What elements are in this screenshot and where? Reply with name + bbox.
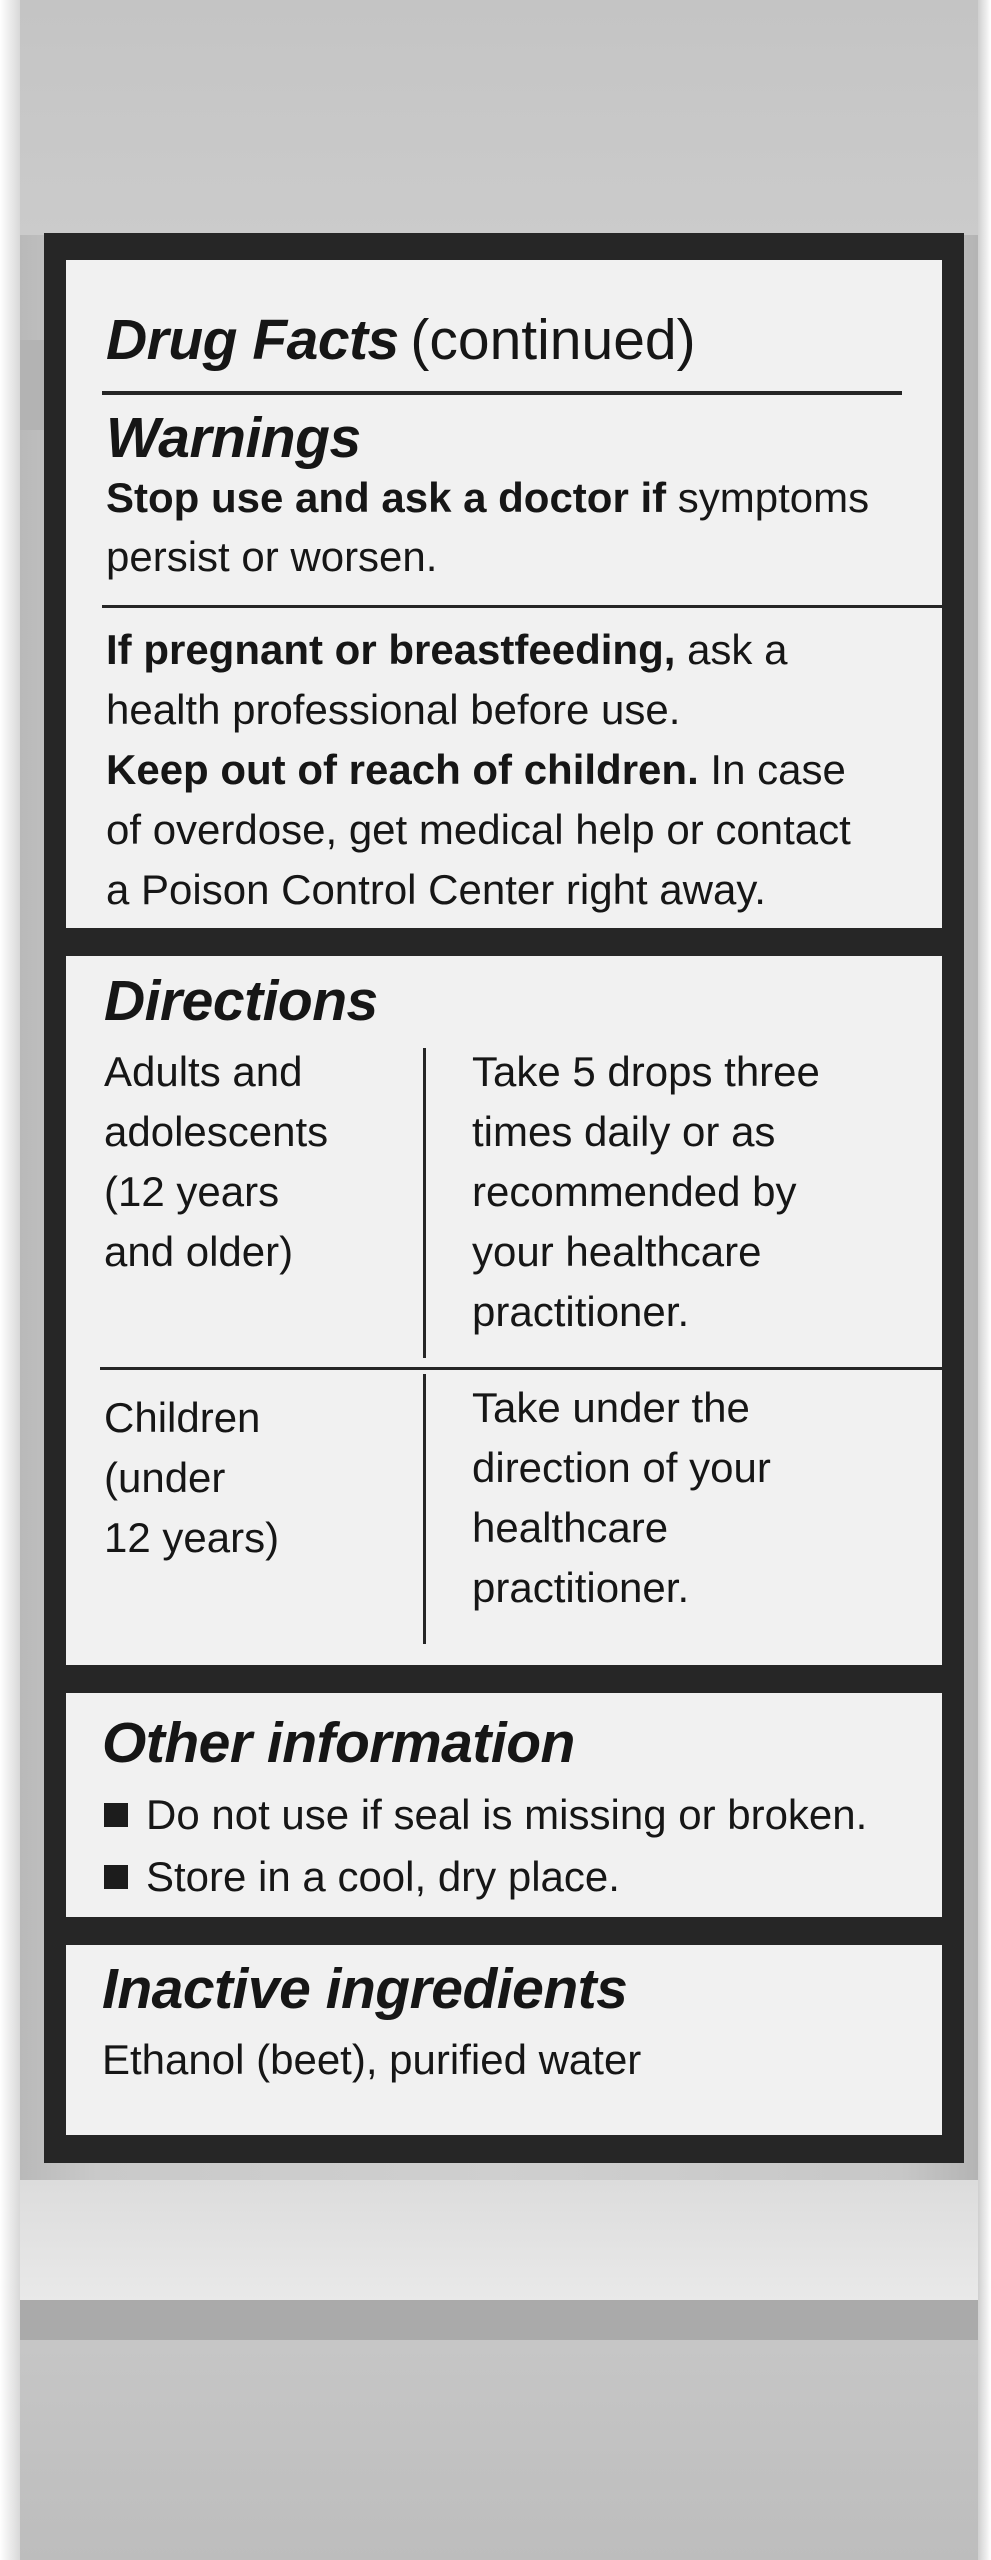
other-info-item-1: Do not use if seal is missing or broken. bbox=[146, 1791, 868, 1838]
adults-label-line4: and older) bbox=[104, 1228, 294, 1275]
keep-out-rest: In case bbox=[698, 746, 846, 793]
pregnant-bold: If pregnant or breastfeeding, bbox=[106, 626, 676, 673]
carton-bottom-band bbox=[20, 2300, 978, 2340]
children-instructions-line1: Take under the bbox=[472, 1384, 750, 1431]
directions-heading: Directions bbox=[104, 969, 378, 1033]
pregnant-rest: ask a bbox=[675, 626, 788, 673]
adults-label-line2: adolescents bbox=[104, 1108, 329, 1155]
pregnant-line1 bbox=[106, 620, 787, 680]
stop-use-rest: symptoms bbox=[666, 474, 870, 521]
directions-section bbox=[66, 956, 942, 1665]
stop-use-line2: persist or worsen. bbox=[106, 533, 438, 580]
stop-use-line1 bbox=[106, 468, 869, 528]
adults-instructions-line2: times daily or as bbox=[472, 1108, 776, 1155]
adults-instructions-line3: recommended by bbox=[472, 1168, 797, 1215]
carton-lower-panel bbox=[20, 2180, 978, 2300]
children-label-line3: 12 years) bbox=[104, 1514, 280, 1561]
keep-out-line3: a Poison Control Center right away. bbox=[106, 866, 766, 913]
adults-instructions-line1: Take 5 drops three bbox=[472, 1048, 820, 1095]
box-right-edge bbox=[978, 0, 991, 2560]
drug-facts-title bbox=[106, 300, 696, 385]
children-instructions-line2: direction of your bbox=[472, 1444, 771, 1491]
inactive-ingredients-section bbox=[66, 1945, 942, 2135]
adults-label-line1: Adults and bbox=[104, 1048, 303, 1095]
directions-column-divider-2 bbox=[423, 1374, 426, 1644]
keep-out-line2: of overdose, get medical help or contact bbox=[106, 806, 851, 853]
bullet-square-icon bbox=[104, 1803, 128, 1827]
other-info-item-2: Store in a cool, dry place. bbox=[146, 1853, 620, 1900]
bullet-square-icon bbox=[104, 1865, 128, 1889]
warnings-section bbox=[66, 260, 942, 928]
adults-instructions-line4: your healthcare bbox=[472, 1228, 762, 1275]
warnings-heading: Warnings bbox=[106, 406, 361, 470]
inactive-ingredients-text: Ethanol (beet), purified water bbox=[102, 2036, 642, 2083]
drug-facts-title-bold: Drug Facts bbox=[106, 308, 399, 372]
carton-top-band bbox=[20, 0, 978, 235]
children-instructions-line4: practitioner. bbox=[472, 1564, 690, 1611]
drug-facts-panel bbox=[44, 233, 964, 2163]
warnings-divider bbox=[102, 605, 942, 608]
pregnant-line2: health professional before use. bbox=[106, 686, 681, 733]
stop-use-bold: Stop use and ask a doctor if bbox=[106, 474, 667, 521]
keep-out-bold: Keep out of reach of children. bbox=[106, 746, 699, 793]
directions-column-divider-1 bbox=[423, 1048, 426, 1358]
adults-instructions-line5: practitioner. bbox=[472, 1288, 690, 1335]
inactive-ingredients-heading: Inactive ingredients bbox=[102, 1957, 628, 2021]
keep-out-line1 bbox=[106, 740, 846, 800]
other-information-heading: Other information bbox=[102, 1711, 575, 1775]
directions-row-divider bbox=[100, 1367, 942, 1370]
title-divider bbox=[102, 391, 902, 395]
other-information-section bbox=[66, 1693, 942, 1917]
children-label-line2: (under bbox=[104, 1454, 226, 1501]
carton-base bbox=[20, 2340, 978, 2560]
box-left-edge bbox=[0, 0, 20, 2560]
adults-label-line3: (12 years bbox=[104, 1168, 280, 1215]
children-instructions-line3: healthcare bbox=[472, 1504, 669, 1551]
children-label-line1: Children bbox=[104, 1394, 261, 1441]
drug-facts-title-continued: (continued) bbox=[410, 308, 696, 372]
